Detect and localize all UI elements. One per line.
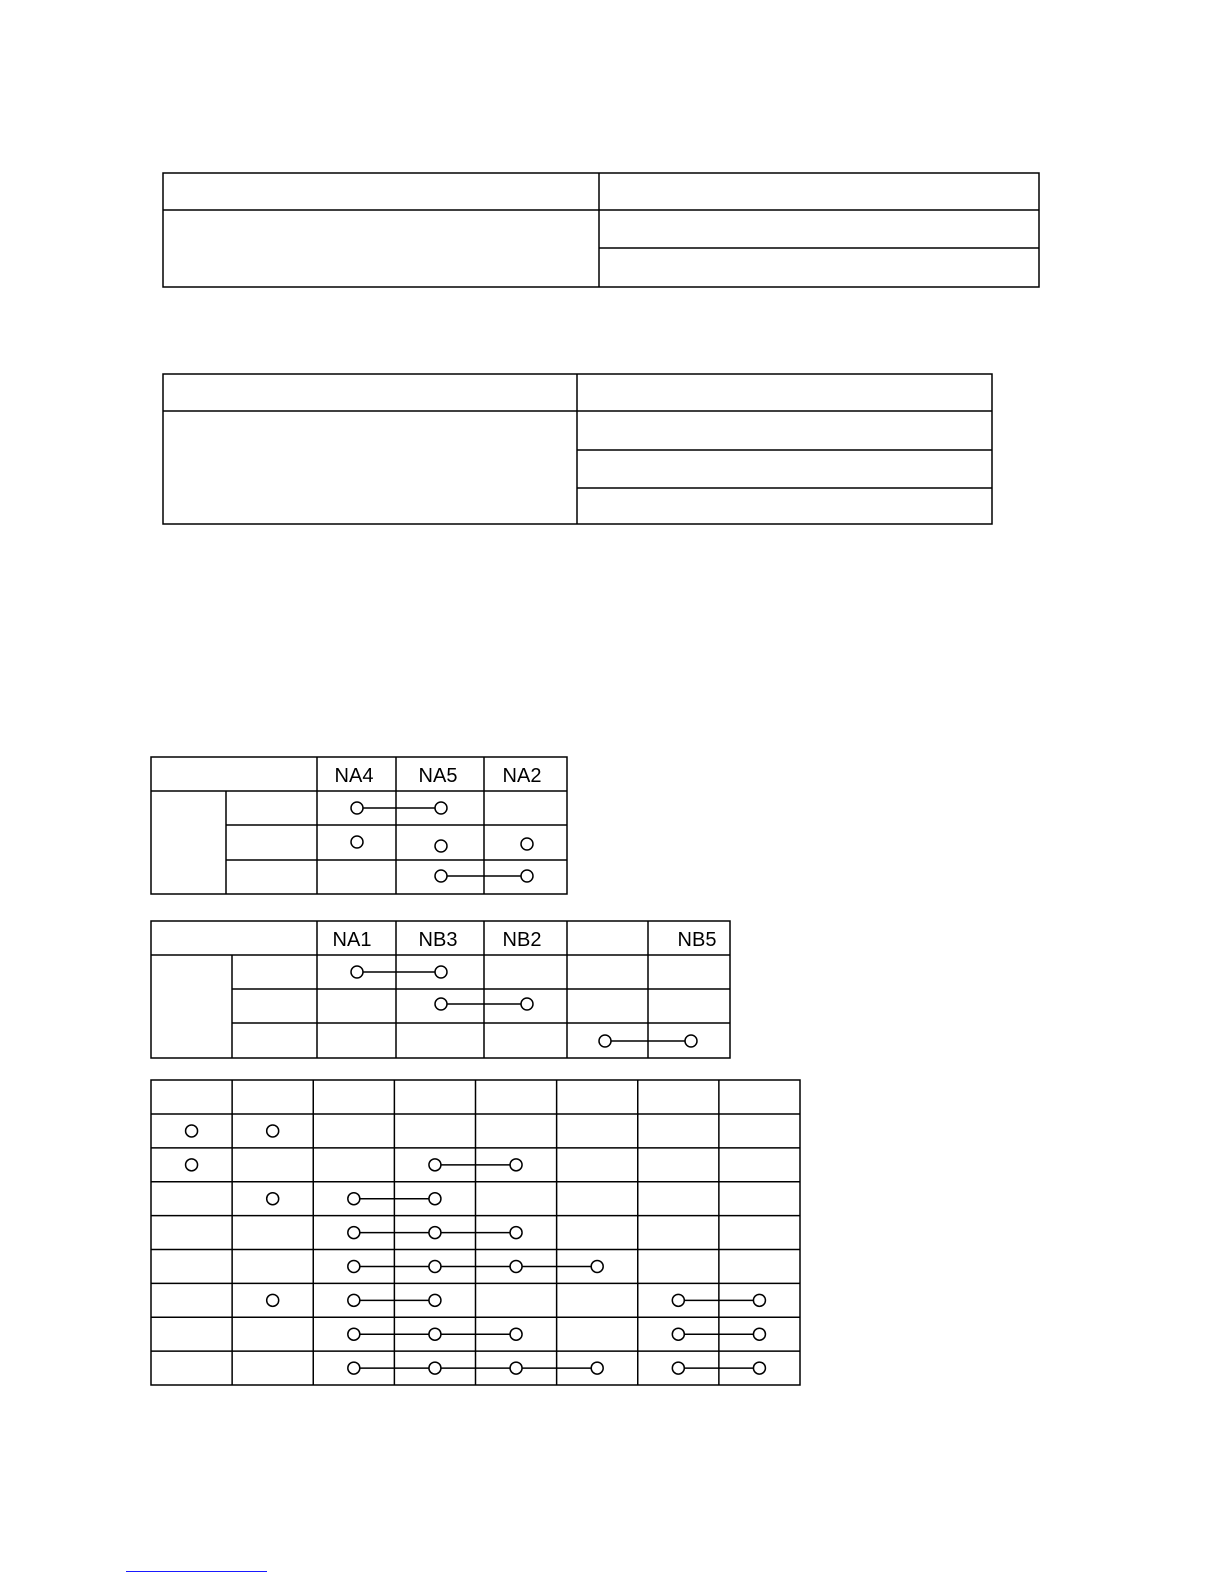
table-c-row-8-group-1-contact	[348, 1362, 360, 1374]
table-b-row-2-contact	[521, 998, 533, 1010]
table-c-row-3-group-1-contact	[267, 1193, 279, 1205]
table-b-row-2-contact	[435, 998, 447, 1010]
footer-link-underline[interactable]	[126, 1571, 267, 1572]
empty-table-1-border	[163, 173, 1039, 287]
table-c-row-5-group-1-contact	[348, 1260, 360, 1272]
table-c-row-1-group-2-contact	[267, 1125, 279, 1137]
table-a-row-3-contact	[435, 870, 447, 882]
table-a-row-2-contact	[521, 838, 533, 850]
table-b-header-nb2: NB2	[502, 929, 542, 951]
table-c-row-6-group-2-contact	[429, 1294, 441, 1306]
table-c-row-2-group-1-contact	[186, 1159, 198, 1171]
table-a-row-1-contact	[351, 802, 363, 814]
table-b-row-3-contact	[685, 1035, 697, 1047]
table-a-header-na2: NA2	[502, 765, 542, 787]
table-a-contacts	[351, 802, 533, 882]
switch-table-c	[151, 1080, 800, 1385]
table-c-row-8-group-1-contact	[510, 1362, 522, 1374]
empty-table-2	[163, 374, 992, 524]
table-c-row-7-group-1-contact	[348, 1328, 360, 1340]
table-c-row-2-group-2-contact	[510, 1159, 522, 1171]
switch-table-a	[151, 757, 567, 894]
table-b-header-nb5: NB5	[677, 929, 717, 951]
table-a-row-1-contact	[435, 802, 447, 814]
table-a-row-2-contact	[435, 840, 447, 852]
table-c-row-7-group-2-contact	[753, 1328, 765, 1340]
table-c-row-8-group-1-contact	[591, 1362, 603, 1374]
empty-table-1	[163, 173, 1039, 287]
table-c-row-3-group-2-contact	[348, 1193, 360, 1205]
table-c-row-4-group-1-contact	[510, 1227, 522, 1239]
table-c-row-5-group-1-contact	[510, 1260, 522, 1272]
table-c-row-1-group-1-contact	[186, 1125, 198, 1137]
table-c-row-7-group-1-contact	[429, 1328, 441, 1340]
table-b-contacts	[351, 966, 697, 1047]
table-a-row-2-contact	[351, 836, 363, 848]
table-a-header-na5: NA5	[418, 765, 458, 787]
table-c-row-4-group-1-contact	[429, 1227, 441, 1239]
table-c-row-6-group-1-contact	[267, 1294, 279, 1306]
table-b-row-3-contact	[599, 1035, 611, 1047]
table-c-row-6-group-3-contact	[753, 1294, 765, 1306]
table-c-row-6-group-3-contact	[672, 1294, 684, 1306]
table-c-row-8-group-2-contact	[672, 1362, 684, 1374]
table-b-row-1-contact	[351, 966, 363, 978]
table-c-row-8-group-1-contact	[429, 1362, 441, 1374]
table-b-header-nb3: NB3	[418, 929, 458, 951]
switch-table-b	[151, 921, 730, 1058]
table-c-row-2-group-2-contact	[429, 1159, 441, 1171]
table-c-row-7-group-2-contact	[672, 1328, 684, 1340]
table-c-row-7-group-1-contact	[510, 1328, 522, 1340]
table-a-row-3-contact	[521, 870, 533, 882]
table-b-row-1-contact	[435, 966, 447, 978]
table-c-row-6-group-2-contact	[348, 1294, 360, 1306]
table-c-row-5-group-1-contact	[429, 1260, 441, 1272]
table-b-header-na1: NA1	[332, 929, 372, 951]
table-a-header-na4: NA4	[334, 765, 374, 787]
table-c-row-3-group-2-contact	[429, 1193, 441, 1205]
table-c-row-5-group-1-contact	[591, 1260, 603, 1272]
table-c-row-8-group-2-contact	[753, 1362, 765, 1374]
table-c-row-4-group-1-contact	[348, 1227, 360, 1239]
